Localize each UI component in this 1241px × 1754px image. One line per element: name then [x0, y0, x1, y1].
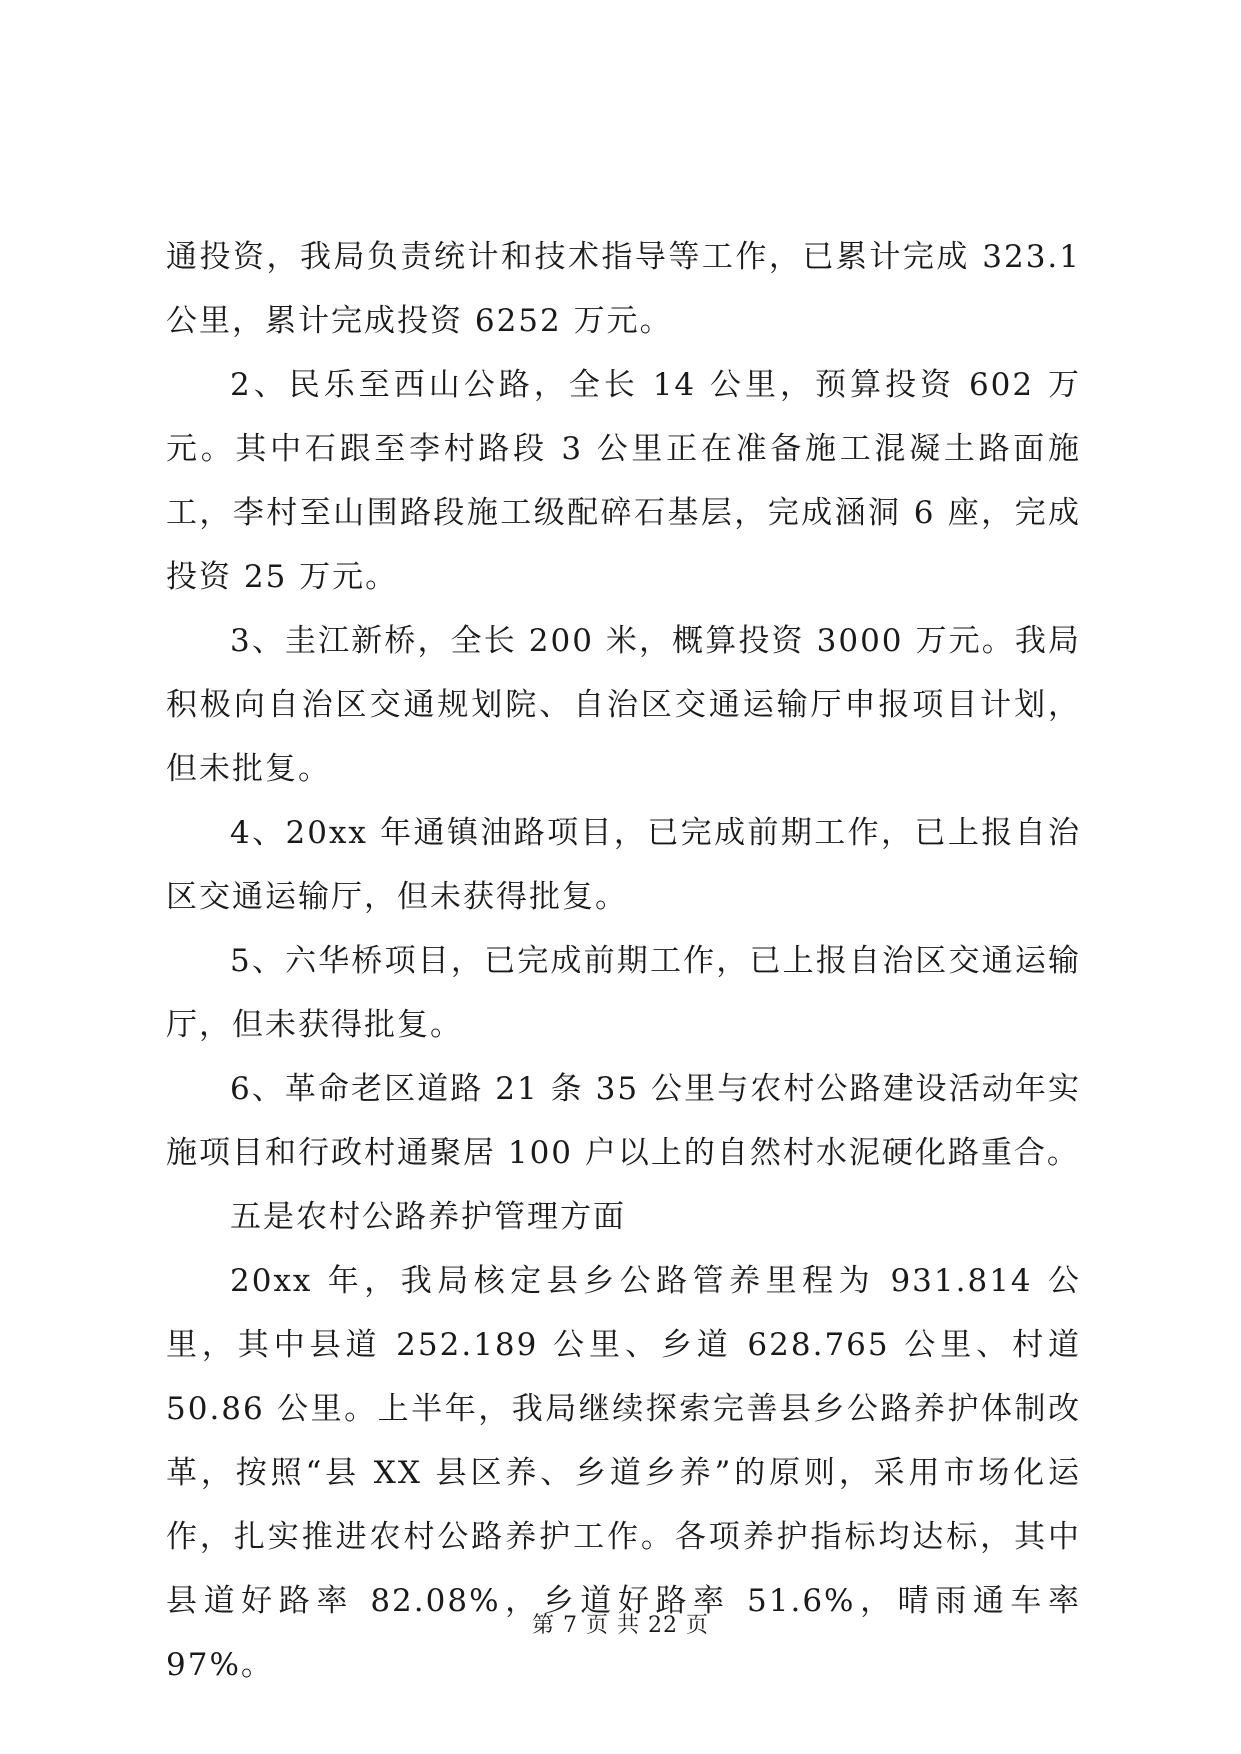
paragraph-item-5: 5、六华桥项目，已完成前期工作，已上报自治区交通运输厅，但未获得批复。 — [166, 943, 1081, 1043]
paragraph-item-2: 2、民乐至西山公路，全长 14 公里，预算投资 602 万元。其中石跟至李村路段 3 公里正在准备施工混凝土路面施工，李村至山围路段施工级配碎石基层，完成涵洞 6 座，完成投资 25 万元。 — [166, 367, 1081, 595]
section-heading: 五是农村公路养护管理方面 — [230, 1199, 626, 1235]
document-body — [166, 225, 1081, 1697]
paragraph-item-3: 3、圭江新桥，全长 200 米，概算投资 3000 万元。我局积极向自治区交通规划院、自治区交通运输厅申报项目计划，但未批复。 — [166, 623, 1081, 787]
paragraph-item-4: 4、20xx 年通镇油路项目，已完成前期工作，已上报自治区交通运输厅，但未获得批复。 — [166, 815, 1081, 915]
page-footer: 第 7 页 共 22 页 — [532, 1613, 709, 1638]
paragraph-continuation: 通投资，我局负责统计和技术指导等工作，已累计完成 323.1 公里，累计完成投资 6252 万元。 — [166, 239, 1081, 339]
paragraph-item-6: 6、革命老区道路 21 条 35 公里与农村公路建设活动年实施项目和行政村通聚居 100 户以上的自然村水泥硬化路重合。 — [166, 1071, 1081, 1171]
paragraph-road-maintenance: 20xx 年，我局核定县乡公路管养里程为 931.814 公里，其中县道 252.189 公里、乡道 628.765 公里、村道 50.86 公里。上半年，我局继续探索完善县乡公路养护体制改革，按照“县 XX 县区养、乡道乡养”的原则，采用市场化运作，扎实推进农村公路养护工作。各项养护指标均达标，其中县道好路率 82.08%，乡道好路率 51.6%，晴雨通车率 97%。 — [166, 1263, 1081, 1683]
